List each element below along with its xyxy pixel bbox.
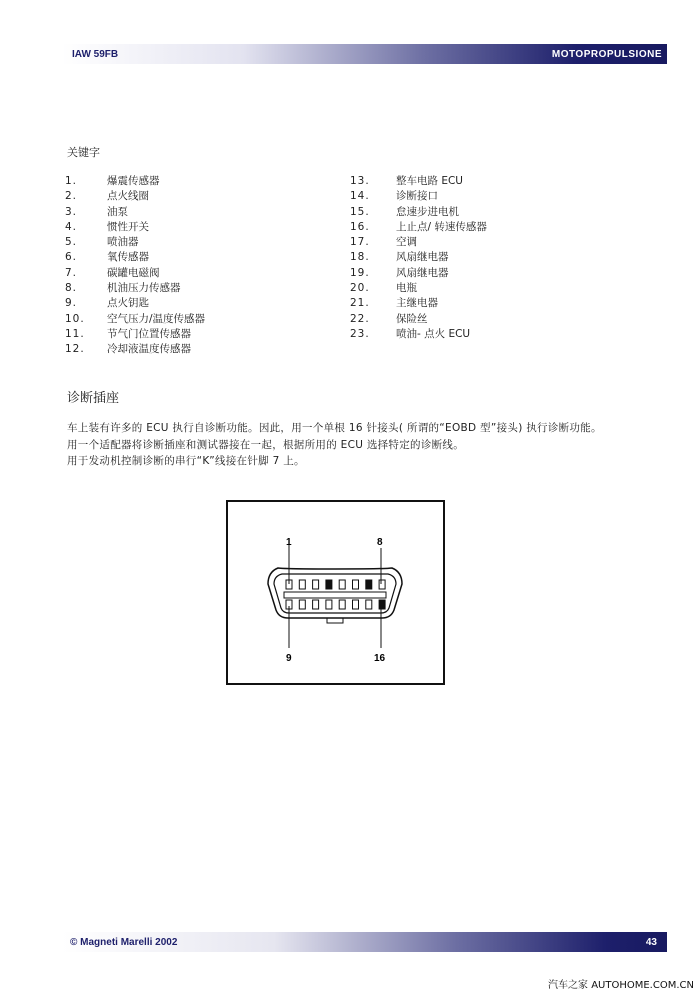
pin-7	[366, 580, 372, 589]
pin-10	[299, 600, 305, 609]
pin-6	[353, 580, 359, 589]
item-label: 机油压力传感器	[107, 282, 181, 295]
item-number: 1.	[65, 175, 78, 187]
item-label: 主继电器	[396, 297, 438, 310]
item-label: 风扇继电器	[396, 251, 449, 264]
paragraph-line: 用于发动机控制诊断的串行“K”线接在针脚 7 上。	[67, 455, 305, 467]
keywords-list-right	[350, 174, 487, 342]
copyright: © Magneti Marelli 2002	[70, 937, 178, 948]
item-number: 11.	[65, 327, 85, 340]
item-label: 喷油- 点火 ECU	[396, 327, 471, 340]
pin-16	[379, 600, 385, 609]
item-number: 9.	[65, 297, 78, 310]
item-label: 上止点/ 转速传感器	[396, 220, 487, 233]
item-number: 17.	[350, 236, 370, 249]
list-item	[65, 327, 205, 342]
watermark: 汽车之家 AUTOHOME.COM.CN	[548, 980, 694, 991]
pin-label-9: 9	[286, 653, 292, 664]
item-number: 4.	[65, 220, 78, 233]
item-number: 2.	[65, 190, 78, 203]
list-item	[65, 235, 205, 250]
doc-code: IAW 59FB	[72, 49, 119, 60]
list-item	[350, 205, 487, 220]
item-number: 13.	[350, 175, 370, 187]
list-item	[65, 174, 205, 189]
list-item	[65, 342, 205, 357]
item-label: 空气压力/温度传感器	[107, 312, 206, 325]
paragraph-line: 用一个适配器将诊断插座和测试器接在一起，根据所用的 ECU 选择特定的诊断线。	[67, 439, 465, 451]
pin-label-8: 8	[377, 537, 383, 548]
item-number: 3.	[65, 205, 78, 218]
item-label: 油泵	[107, 205, 128, 218]
item-label: 怠速步进电机	[396, 205, 459, 218]
item-label: 点火线圈	[107, 190, 149, 203]
page-number: 43	[645, 937, 657, 948]
item-label: 冷却液温度传感器	[107, 343, 191, 356]
item-number: 8.	[65, 282, 78, 295]
item-number: 14.	[350, 190, 370, 203]
pin-12	[326, 600, 332, 609]
pin-15	[366, 600, 372, 609]
item-label: 电瓶	[396, 282, 417, 295]
item-number: 7.	[65, 266, 78, 279]
obd-connector-diagram	[226, 500, 445, 685]
pin-11	[313, 600, 319, 609]
item-number: 23.	[350, 327, 370, 340]
pin-label-16: 16	[374, 653, 386, 664]
list-item	[350, 266, 487, 281]
item-number: 20.	[350, 282, 370, 295]
list-item	[65, 296, 205, 311]
list-item	[350, 189, 487, 204]
pin-3	[313, 580, 319, 589]
pin-2	[299, 580, 305, 589]
list-item	[350, 312, 487, 327]
pin-13	[339, 600, 345, 609]
list-item	[65, 312, 205, 327]
section-title: 诊断插座	[67, 391, 120, 406]
pin-5	[339, 580, 345, 589]
pin-4	[326, 580, 332, 589]
item-label: 整车电路 ECU	[396, 175, 463, 187]
section-name: MOTOPROPULSIONE	[551, 49, 662, 60]
item-number: 5.	[65, 236, 78, 249]
list-item	[65, 250, 205, 265]
item-label: 节气门位置传感器	[107, 327, 191, 340]
list-item	[350, 250, 487, 265]
item-label: 喷油器	[107, 236, 139, 249]
item-label: 诊断接口	[396, 190, 438, 203]
item-label: 爆震传感器	[107, 175, 160, 187]
item-label: 风扇继电器	[396, 266, 449, 279]
item-label: 点火钥匙	[107, 297, 149, 310]
pin-8	[379, 580, 385, 589]
item-number: 12.	[65, 343, 85, 356]
item-number: 19.	[350, 266, 370, 279]
item-number: 21.	[350, 297, 370, 310]
list-item	[350, 235, 487, 250]
item-number: 22.	[350, 312, 370, 325]
list-item	[65, 266, 205, 281]
list-item	[350, 220, 487, 235]
pin-14	[353, 600, 359, 609]
list-item	[350, 327, 487, 342]
item-number: 18.	[350, 251, 370, 264]
item-label: 惯性开关	[107, 220, 149, 233]
item-number: 6.	[65, 251, 78, 264]
item-number: 15.	[350, 205, 370, 218]
list-item	[350, 174, 487, 189]
item-number: 16.	[350, 220, 370, 233]
list-item	[65, 205, 205, 220]
pin-label-1: 1	[286, 537, 292, 548]
item-label: 保险丝	[396, 312, 428, 325]
list-item	[65, 281, 205, 296]
keywords-list-left	[65, 174, 205, 358]
paragraph-line: 车上装有许多的 ECU 执行自诊断功能。因此，用一个单根 16 针接头( 所谓的“EOBD 型”接头) 执行诊断功能。	[67, 422, 602, 434]
list-item	[65, 220, 205, 235]
list-item	[350, 281, 487, 296]
keywords-title: 关键字	[67, 146, 100, 159]
item-label: 碳罐电磁阀	[107, 266, 160, 279]
list-item	[65, 189, 205, 204]
list-item	[350, 296, 487, 311]
item-number: 10.	[65, 312, 85, 325]
item-label: 空调	[396, 236, 417, 249]
item-label: 氧传感器	[107, 251, 149, 264]
